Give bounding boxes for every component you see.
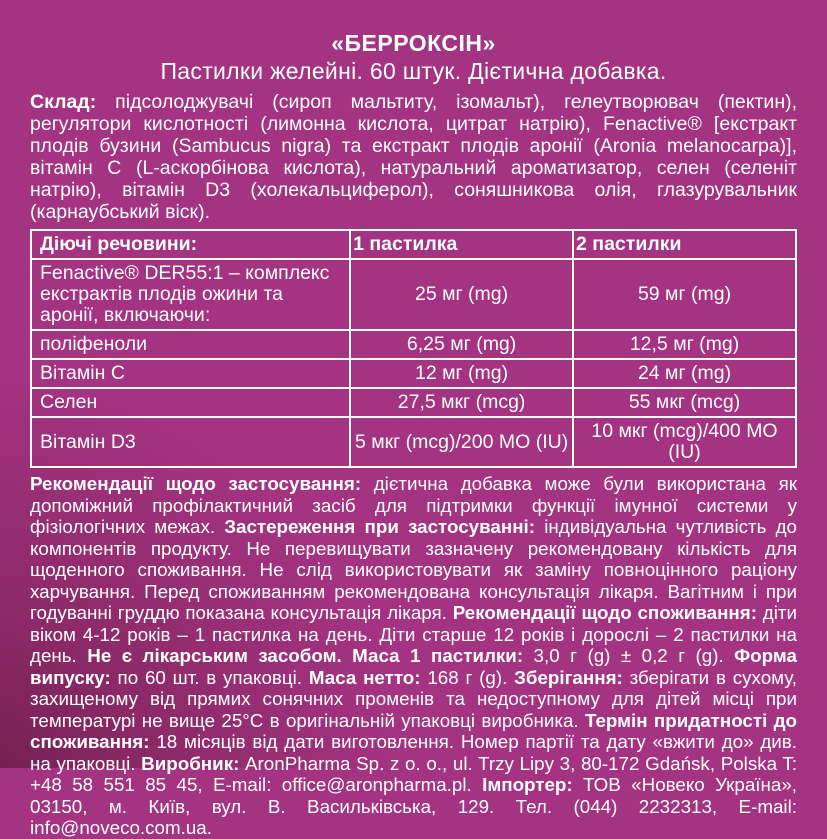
text-segment: Застереження при застосуванні: [224,516,536,537]
amount-one-pastille: 12 мг (mg) [350,359,573,388]
text-segment: Не є лікарським засобом. Маса 1 пастилки: [87,645,524,666]
table-row [31,417,796,467]
text-segment: 168 г (g). [420,666,515,688]
amount-one-pastille: 5 мкг (mcg)/200 МО (IU) [350,417,573,467]
amount-one-pastille: 27,5 мкг (mcg) [350,388,573,417]
substance-name: Fenactive® DER55:1 – комплекс екстрактів плодів ожини та аронії, включаючи: [31,259,350,330]
text-segment: Термін придатності до споживання: [30,709,797,752]
substance-name: Селен [31,388,350,417]
text-segment: по 60 шт. в упаковці. [110,666,309,688]
text-segment: 18 місяців від дати виготовлення. Номер партії та дату «вжити до» див. на упаковці. [30,731,797,774]
product-title: «БЕРРОКСІН» [331,30,496,56]
text-segment: Зберігання: [514,666,623,688]
text-segment: Рекомендації щодо споживання: [452,602,757,623]
text-segment: діти віком 4-12 років – 1 пастилка на день. Діти старше 12 років і дорослі – 2 пастилки на день. [30,602,797,666]
substance-name: Вітамін С [31,359,350,388]
amount-two-pastilles: 55 мкг (mcg) [573,388,796,417]
substance-name: поліфеноли [31,330,350,359]
table-row [31,388,796,417]
table-row [31,330,796,359]
table-header [31,230,796,259]
text-segment: дієтична добавка може були використана як допоміжний профілактичний засіб для підтримки функції імунної системи у фізіологічних межах. [30,473,797,537]
substance-name: Вітамін D3 [31,417,350,467]
text-segment: Виробник: [141,752,240,774]
text-segment: Форма випуску: [30,645,797,688]
product-subtitle: Пастилки желейні. 60 штук. Дієтична добавка. [160,58,667,84]
text-segment: підсолоджувачі (сироп мальтиту, ізомальт), гелеутворювач (пектин), регулятори кислотності (лимонна кислота, цитрат натрію), Fenactive® [екстракт плодів бузини (Sambucus nigra) та екстракт плодів аронії (Aronia melanocarpa)], вітамін С (L-аскорбінова кислота), натуральний ароматизатор, селен (селеніт натрію), вітамін D3 (холекальциферол), соняшникова олія, глазурувальник (карнаубський віск). [30,91,797,223]
amount-two-pastilles: 12,5 мг (mg) [573,330,796,359]
text-segment: Склад: [30,91,97,113]
amount-one-pastille: 6,25 мг (mg) [350,330,573,359]
table-row [31,259,796,330]
text-segment: AronPharma Sp. z o. o., ul. Trzy Lipy 3, 80-172 Gdańsk, Polska T: +48 58 551 85 45, E-mail: office@aronpharma.pl. [30,752,797,795]
amount-two-pastilles: 24 мг (mg) [573,359,796,388]
amount-two-pastilles: 10 мкг (mcg)/400 МО (IU) [573,417,796,467]
text-segment: ТОВ «Новеко Україна», 03150, м. Київ, вул. В. Васильківська, 129. Тел. (044) 2232313, E-mail: info@noveco.com.ua. [30,774,797,838]
text-segment: 3,0 г (g) ± 0,2 г (g). [523,645,735,666]
text-segment: зберігати в сухому, захищеному від прямих сонячних променів та недоступному для дітей місці при температурі не вище 25°С в оригінальній упаковці виробника. [30,666,798,731]
table-header-row [31,230,796,259]
text-segment: Маса нетто: [308,666,421,688]
usage-and-manufacturer-paragraph [30,473,797,839]
amount-one-pastille: 25 мг (mg) [350,259,573,330]
composition-paragraph [30,91,797,223]
amount-two-pastilles: 59 мг (mg) [573,259,796,330]
table-row [31,359,796,388]
active-substances-table [30,229,797,468]
text-segment: індивідуальна чутливість до компонентів продукту. Не перевищувати зазначену рекомендовану кількість для щоденного споживання. Не слід використовувати як заміну повноцінного раціону харчування. Перед споживанням рекомендована консультація лікаря. Вагітним і при годуванні груддю показана консультація лікаря. [30,516,797,623]
text-segment: Імпортер: [482,774,573,795]
column-header-substances: Діючі речовини: [31,230,350,259]
column-header-one-pastille: 1 пастилка [350,230,573,259]
column-header-two-pastilles: 2 пастилки [573,230,796,259]
substances-table-body [31,259,796,467]
text-segment: Рекомендації щодо застосування: [30,473,362,494]
